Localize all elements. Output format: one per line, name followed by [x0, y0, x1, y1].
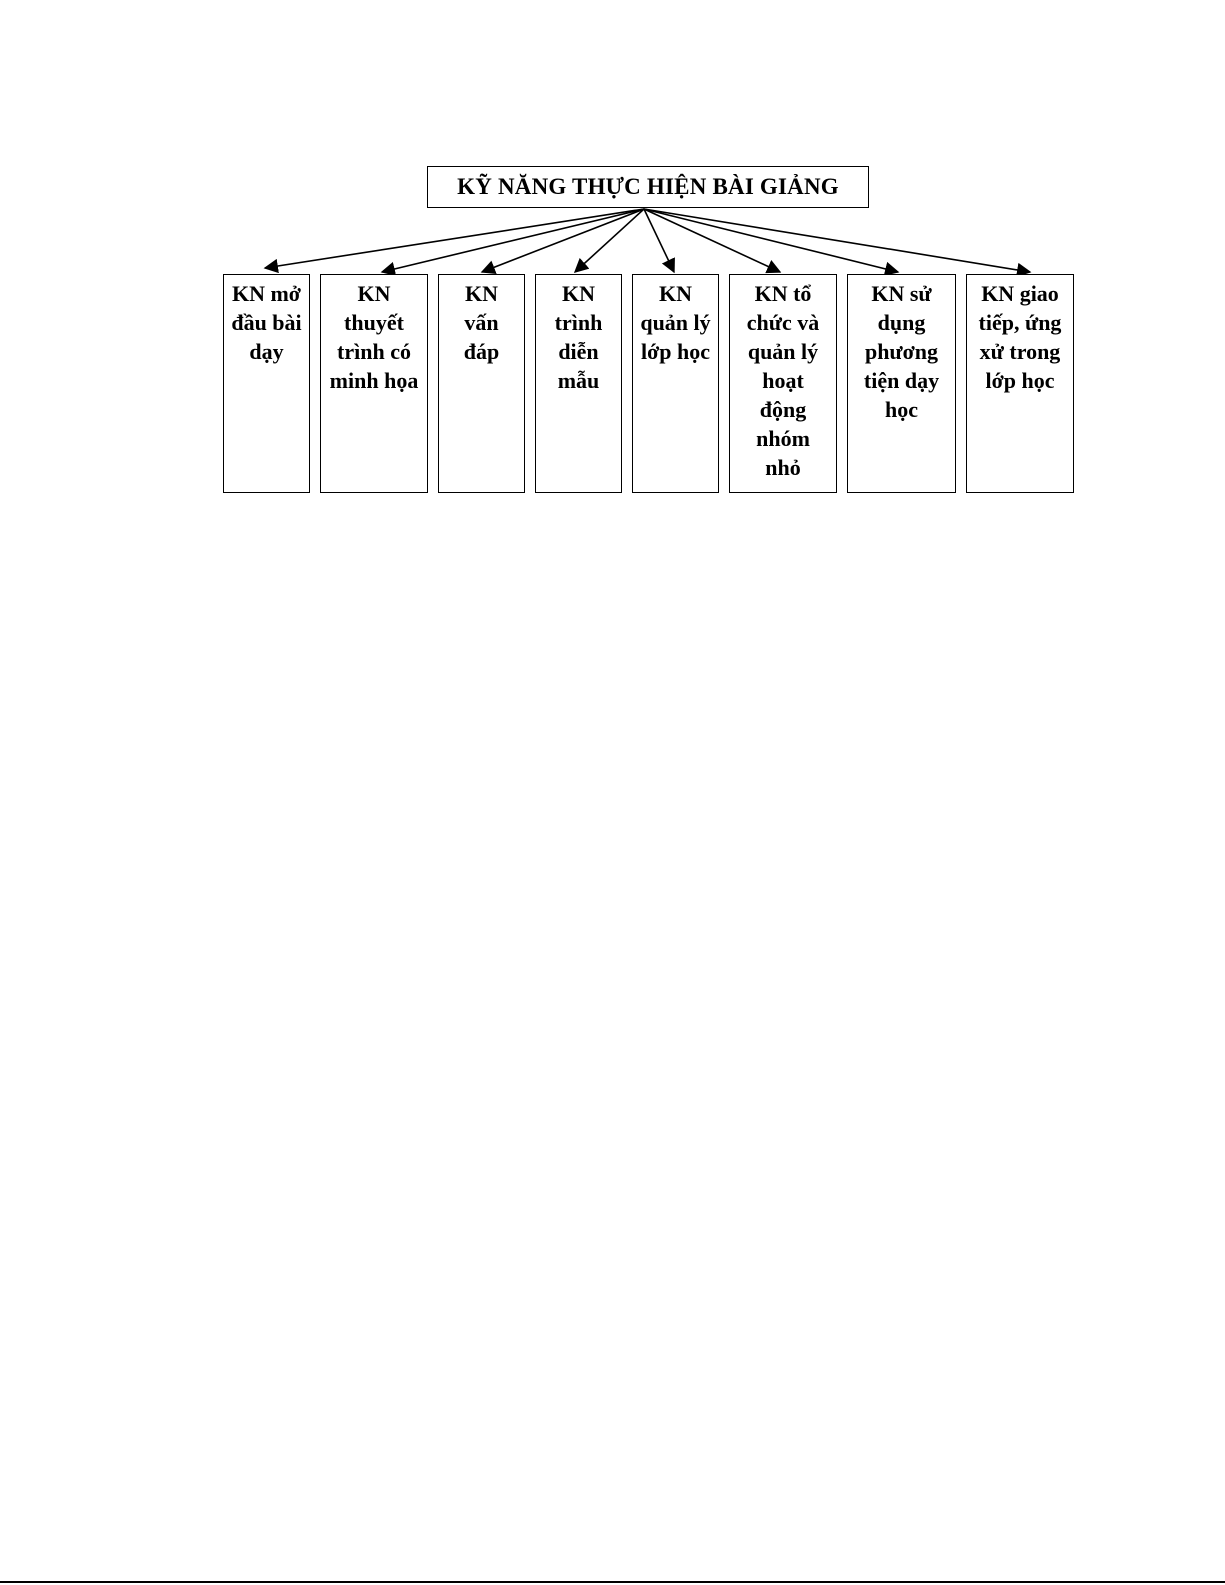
child-line: chức và [746, 310, 820, 335]
child-line: quản lý [747, 339, 819, 364]
child-line: đáp [463, 339, 500, 364]
child-line: lớp học [985, 368, 1055, 393]
child-line: KN tổ [754, 281, 812, 306]
child-node-opening-skill [223, 274, 310, 493]
page-bottom-rule [0, 1581, 1225, 1583]
child-line: trình có [337, 339, 411, 364]
connector-arrow-8 [644, 209, 1030, 272]
child-line: xử trong [979, 339, 1061, 364]
child-line: KN sử [871, 281, 932, 306]
root-label: KỸ NĂNG THỰC HIỆN BÀI GIẢNG [457, 174, 839, 199]
connector-arrow-3 [482, 209, 644, 272]
child-line: học [885, 397, 918, 422]
child-line: tiện dạy [863, 368, 940, 393]
connector-arrow-6 [644, 209, 780, 272]
child-line: nhỏ [765, 455, 801, 480]
child-line: nhóm [756, 426, 810, 451]
child-node-questioning-skill [438, 274, 525, 493]
child-node-communication-skill [966, 274, 1074, 493]
child-node-group-activity-skill [729, 274, 837, 493]
child-line: lớp học [640, 339, 711, 364]
child-line: minh họa [329, 368, 419, 393]
child-node-teaching-media-skill [847, 274, 956, 493]
connector-arrow-2 [382, 209, 644, 272]
child-line: động [759, 397, 807, 422]
child-line: KN [357, 281, 391, 306]
child-node-demonstration-skill [535, 274, 622, 493]
child-line: KN [659, 281, 692, 306]
child-line: tiếp, ứng [978, 310, 1062, 335]
connector-arrow-1 [265, 209, 644, 268]
child-line: phương [864, 339, 939, 364]
child-line: hoạt [762, 368, 804, 393]
child-node-class-management-skill [632, 274, 719, 493]
child-line: mẫu [557, 368, 600, 393]
child-line: trình [554, 310, 603, 335]
child-node-presentation-skill [320, 274, 428, 493]
child-line: KN [562, 281, 595, 306]
child-line: KN mở [231, 281, 301, 306]
child-line: KN [465, 281, 498, 306]
child-line: dụng [877, 310, 926, 335]
child-line: thuyết [344, 310, 404, 335]
root-node [427, 166, 869, 208]
child-line: vấn [464, 310, 499, 335]
connector-arrow-7 [644, 209, 898, 272]
child-line: dạy [249, 339, 284, 364]
child-line: diễn [558, 339, 599, 364]
child-line: KN giao [981, 281, 1059, 306]
child-line: đầu bài [231, 310, 302, 335]
child-line: quản lý [640, 310, 711, 335]
connector-arrow-5 [644, 209, 674, 272]
